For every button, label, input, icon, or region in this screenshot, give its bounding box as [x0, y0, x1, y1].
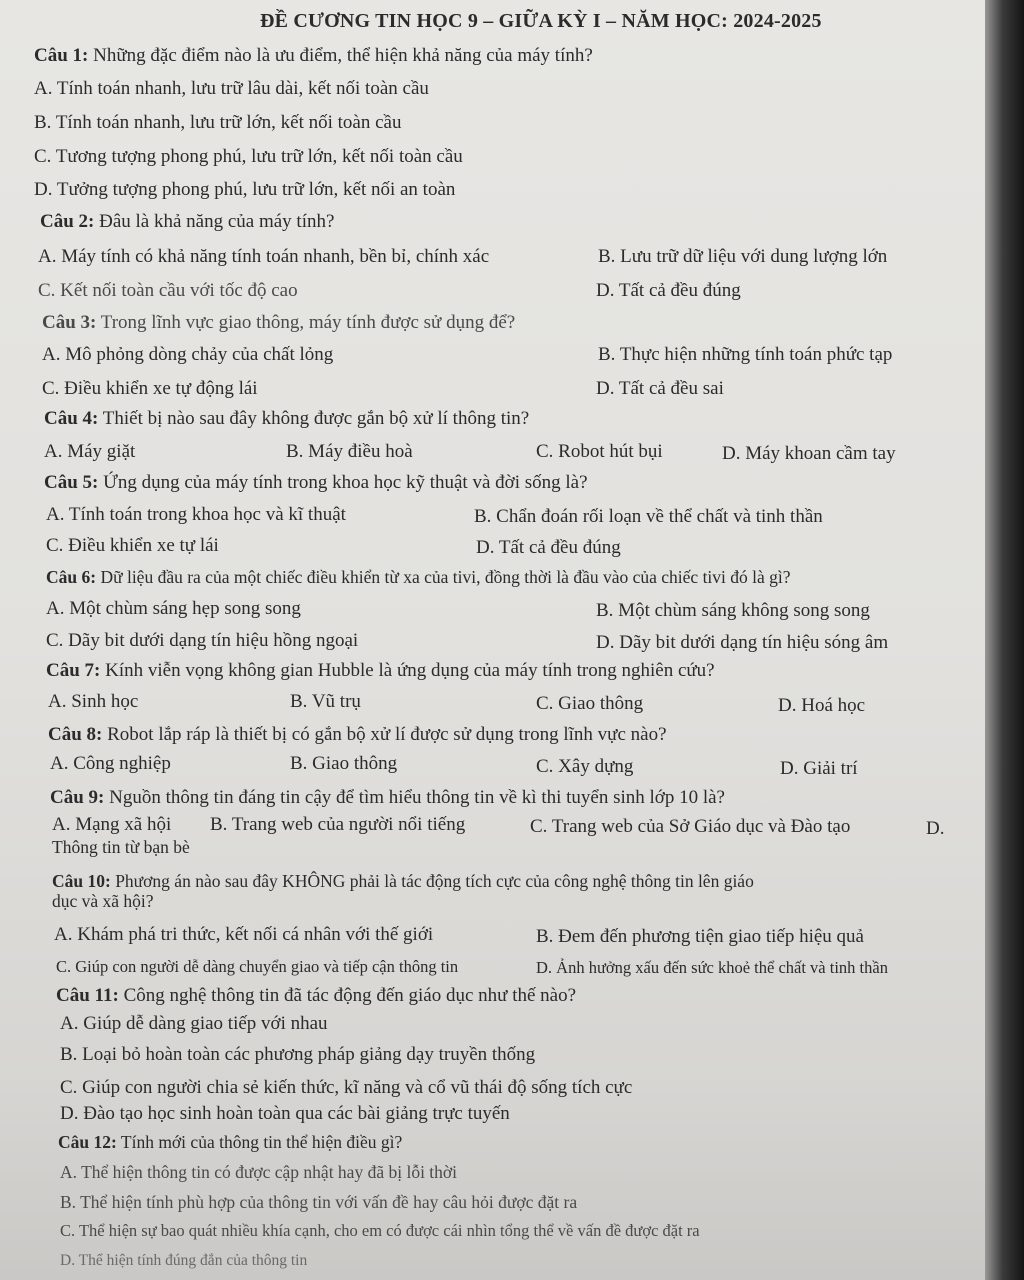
question-7: [46, 659, 715, 683]
question-label: Câu 10:: [52, 871, 111, 891]
question-9: [50, 786, 725, 810]
option-d: D. Dãy bit dưới dạng tín hiệu sóng âm: [596, 632, 889, 653]
option-d: D. Đào tạo học sinh hoàn toàn qua các bài giảng trực tuyến: [60, 1103, 510, 1124]
option-b: B. Lưu trữ dữ liệu với dung lượng lớn: [598, 246, 888, 267]
option-d: D. Ảnh hưởng xấu đến sức khoẻ thể chất và tinh thần: [536, 958, 888, 977]
option-b: B. Giao thông: [290, 753, 398, 774]
question-label: Câu 1:: [34, 45, 89, 66]
option-a: A. Mô phỏng dòng chảy của chất lỏng: [42, 344, 334, 365]
question-label: Câu 2:: [40, 211, 95, 232]
question-text: Những đặc điểm nào là ưu điểm, thể hiện khả năng của máy tính?: [93, 45, 593, 66]
option-b: B. Thể hiện tính phù hợp của thông tin với vấn đề hay câu hỏi được đặt ra: [60, 1192, 578, 1212]
option-a: A. Giúp dễ dàng giao tiếp với nhau: [60, 1013, 328, 1034]
option-c: C. Giúp con người chia sẻ kiến thức, kĩ năng và cổ vũ thái độ sống tích cực: [60, 1077, 633, 1098]
option-b: B. Loại bỏ hoàn toàn các phương pháp giảng dạy truyền thống: [60, 1044, 536, 1065]
option-a: A. Công nghiệp: [50, 753, 171, 774]
option-c: C. Robot hút bụi: [536, 441, 663, 462]
question-text: Phương án nào sau đây KHÔNG phải là tác động tích cực của công nghệ thông tin lên giáo: [115, 871, 754, 891]
question-4: [44, 407, 529, 431]
question-label: Câu 6:: [46, 567, 97, 587]
question-text: Robot lắp ráp là thiết bị có gắn bộ xử lí được sử dụng trong lĩnh vực nào?: [107, 724, 667, 745]
desk-edge-shadow: [985, 0, 1024, 1280]
question-5: [44, 471, 588, 495]
option-c: C. Kết nối toàn cầu với tốc độ cao: [38, 280, 298, 301]
option-a: A. Máy giặt: [44, 441, 136, 462]
option-d: D. Máy khoan cầm tay: [722, 443, 896, 464]
option-b: B. Thực hiện những tính toán phức tạp: [598, 344, 893, 365]
question-2: [40, 210, 334, 234]
option-d: D. Tất cả đều đúng: [596, 280, 741, 301]
option-d: D. Thể hiện tính đúng đắn của thông tin: [60, 1252, 308, 1269]
question-label: Câu 9:: [50, 787, 105, 808]
question-text: Ứng dụng của máy tính trong khoa học kỹ thuật và đời sống là?: [103, 472, 588, 493]
option-d: D. Tất cả đều đúng: [476, 537, 621, 558]
option-c: C. Trang web của Sở Giáo dục và Đào tạo: [530, 816, 851, 837]
option-c: C. Giúp con người dễ dàng chuyển giao và tiếp cận thông tin: [56, 957, 459, 976]
option-b: B. Trang web của người nổi tiếng: [210, 814, 466, 835]
question-11: [56, 984, 576, 1008]
option-a: A. Mạng xã hội: [52, 814, 172, 835]
option-d: D. Tưởng tượng phong phú, lưu trữ lớn, kết nối an toàn: [34, 179, 456, 200]
option-d-text: Thông tin từ bạn bè: [52, 837, 190, 857]
option-c: C. Thể hiện sự bao quát nhiều khía cạnh, cho em có được cái nhìn tổng thể về vấn đề được đặt ra: [60, 1221, 700, 1240]
question-10: [52, 869, 754, 893]
question-text: Công nghệ thông tin đã tác động đến giáo dục như thế nào?: [123, 985, 577, 1006]
question-3: [42, 311, 515, 335]
option-b: B. Đem đến phương tiện giao tiếp hiệu quả: [536, 926, 864, 947]
question-text: Dữ liệu đầu ra của một chiếc điều khiển từ xa của tivi, đồng thời là đầu vào của chiếc tivi đó là gì?: [100, 567, 791, 587]
question-text: Tính mới của thông tin thể hiện điều gì?: [120, 1132, 403, 1152]
question-text: Thiết bị nào sau đây không được gắn bộ xử lí thông tin?: [102, 408, 530, 429]
option-d: D.: [926, 818, 945, 839]
option-c: C. Xây dựng: [536, 756, 634, 777]
option-c: C. Giao thông: [536, 693, 644, 714]
question-label: Câu 4:: [44, 408, 99, 429]
question-8: [48, 723, 667, 747]
option-d: D. Hoá học: [778, 695, 866, 716]
question-10-continued: dục và xã hội?: [52, 891, 154, 911]
question-label: Câu 7:: [46, 660, 101, 681]
question-text: Kính viễn vọng không gian Hubble là ứng dụng của máy tính trong nghiên cứu?: [105, 660, 715, 681]
option-b: B. Chẩn đoán rối loạn về thể chất và tinh thần: [474, 506, 823, 527]
option-c: C. Điều khiển xe tự lái: [46, 535, 219, 556]
option-c: C. Tương tượng phong phú, lưu trữ lớn, kết nối toàn cầu: [34, 146, 463, 167]
question-text: Đâu là khả năng của máy tính?: [99, 211, 335, 232]
option-b: B. Vũ trụ: [290, 691, 361, 712]
question-text: Trong lĩnh vực giao thông, máy tính được sử dụng để?: [100, 312, 516, 333]
question-label: Câu 12:: [58, 1132, 117, 1152]
question-12: [58, 1130, 402, 1154]
option-d: D. Giải trí: [780, 758, 858, 779]
question-label: Câu 3:: [42, 312, 97, 333]
option-b: B. Máy điều hoà: [286, 441, 413, 462]
option-b: B. Tính toán nhanh, lưu trữ lớn, kết nối toàn cầu: [34, 112, 402, 133]
option-a: A. Máy tính có khả năng tính toán nhanh, bền bỉ, chính xác: [38, 246, 490, 267]
question-1: [34, 44, 593, 68]
option-a: A. Khám phá tri thức, kết nối cá nhân với thế giới: [54, 924, 434, 945]
option-d: D. Tất cả đều sai: [596, 378, 724, 399]
option-a: A. Tính toán nhanh, lưu trữ lâu dài, kết nối toàn cầu: [34, 78, 429, 99]
option-c: C. Điều khiển xe tự động lái: [42, 378, 258, 399]
option-b: B. Một chùm sáng không song song: [596, 600, 870, 621]
option-a: A. Tính toán trong khoa học và kĩ thuật: [46, 504, 346, 525]
page-title: ĐỀ CƯƠNG TIN HỌC 9 – GIỮA KỲ I – NĂM HỌC: 2024-2025: [260, 10, 822, 32]
question-label: Câu 11:: [56, 985, 119, 1006]
option-a: A. Thể hiện thông tin có được cập nhật hay đã bị lỗi thời: [60, 1162, 458, 1182]
question-label: Câu 5:: [44, 472, 99, 493]
question-text: Nguồn thông tin đáng tin cậy để tìm hiểu thông tin về kì thi tuyển sinh lớp 10 là?: [109, 787, 725, 808]
question-label: Câu 8:: [48, 724, 103, 745]
question-6: [46, 565, 791, 589]
option-a: A. Một chùm sáng hẹp song song: [46, 598, 301, 619]
option-a: A. Sinh học: [48, 691, 139, 712]
option-c: C. Dãy bit dưới dạng tín hiệu hồng ngoại: [46, 630, 359, 651]
